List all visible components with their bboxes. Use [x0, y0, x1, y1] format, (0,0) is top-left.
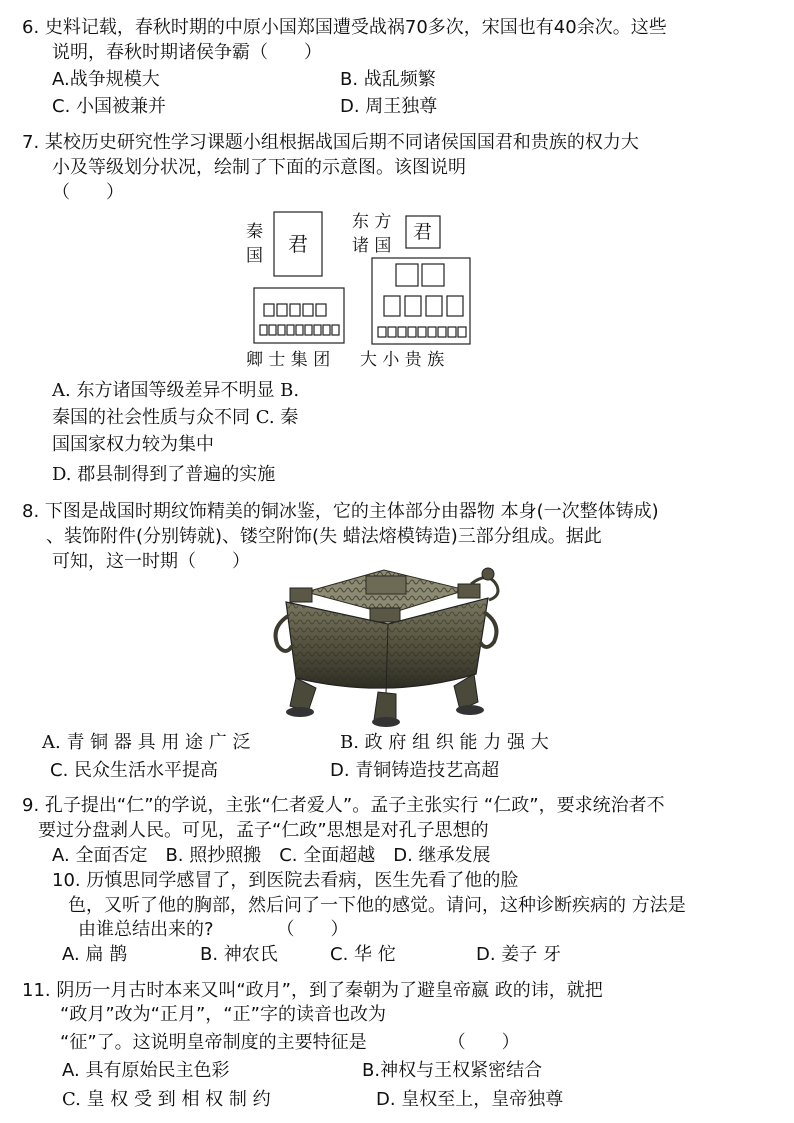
q10-stem-line2: 色，又听了他的胸部，然后问了一下他的感觉。请问，这种诊断疾病的 方法是 — [68, 895, 686, 916]
diagram-caption-nobility: 大 小 贵 族 — [360, 350, 445, 370]
q11-stem-line2: “政月”改为“正月”，“正”字的读音也改为 — [60, 1004, 386, 1025]
q8-option-a: A. 青 铜 器 具 用 途 广 泛 — [42, 732, 251, 753]
q6-stem-line2: 说明，春秋时期诸侯争霸（ ） — [52, 42, 322, 63]
q9-stem-line1: 9. 孔子提出“仁”的学说，主张“仁者爱人”。孟子主张实行 “仁政”，要求统治者不 — [22, 795, 665, 816]
q11-stem-line1: 11. 阴历一月古时本来又叫“政月”，到了秦朝为了避皇帝嬴 政的讳，就把 — [22, 980, 603, 1001]
q10-stem-line3: 由谁总结出来的? （ ） — [78, 919, 349, 940]
diagram-label-east-2: 诸 国 — [352, 236, 392, 256]
q6-option-b: B. 战乱频繁 — [340, 69, 436, 90]
q9-options: A. 全面否定 B. 照抄照搬 C. 全面超越 D. 继承发展 — [52, 845, 491, 866]
q7-option-d: D. 郡县制得到了普遍的实施 — [52, 464, 276, 485]
q10-option-b: B. 神农氏 — [200, 944, 278, 965]
diagram-label-qin-2: 国 — [246, 246, 263, 266]
q6-stem-line1: 6. 史料记载，春秋时期的中原小国郑国遭受战祸70多次，宋国也有40余次。这些 — [22, 17, 667, 38]
q10-option-c: C. 华 佗 — [330, 944, 396, 965]
q8-stem-line1: 8. 下图是战国时期纹饰精美的铜冰鉴，它的主体部分由器物 本身(一次整体铸成) — [22, 501, 659, 522]
q6-option-a: A.战争规模大 — [52, 69, 160, 90]
q8-option-d: D. 青铜铸造技艺高超 — [330, 760, 500, 781]
q7-stem-line2: 小及等级划分状况，绘制了下面的示意图。该图说明 — [52, 157, 466, 178]
q11-option-b: B.神权与王权紧密结合 — [362, 1060, 543, 1081]
q10-stem-line1: 10. 历慎思同学感冒了，到医院去看病，医生先看了他的脸 — [52, 870, 519, 891]
q7-stem-line1: 7. 某校历史研究性学习课题小组根据战国后期不同诸侯国国君和贵族的权力大 — [22, 132, 639, 153]
q8-stem-line3: 可知，这一时期（ ） — [52, 551, 250, 572]
diagram-label-ruler-qin: 君 — [288, 232, 308, 256]
east-nobility-cells — [378, 264, 466, 337]
q10-option-d: D. 姜子 牙 — [476, 944, 562, 965]
diagram-caption-ministers: 卿 士 集 团 — [246, 350, 331, 370]
diagram-label-ruler-east: 君 — [413, 221, 433, 243]
q7-option-a: A. 东方诸国等级差异不明显 B. — [52, 380, 300, 401]
q7-option-c: 国国家权力较为集中 — [52, 434, 214, 455]
power-structure-diagram — [244, 208, 474, 373]
q8-option-c: C. 民众生活水平提高 — [50, 760, 219, 781]
q6-option-d: D. 周王独尊 — [340, 96, 438, 117]
q11-option-a: A. 具有原始民主色彩 — [62, 1060, 230, 1081]
q8-stem-line2: 、装饰附件(分别铸就)、镂空附饰(失 蜡法熔模铸造)三部分组成。据此 — [46, 526, 602, 547]
diagram-boxes — [244, 208, 474, 373]
q11-stem-line3: “征”了。这说明皇帝制度的主要特征是 （ ） — [60, 1032, 520, 1053]
q8-option-b: B. 政 府 组 织 能 力 强 大 — [340, 732, 549, 753]
q7-option-b: 秦国的社会性质与众不同 C. 秦 — [52, 407, 299, 428]
q10-option-a: A. 扁 鹊 — [62, 944, 128, 965]
q11-option-c: C. 皇 权 受 到 相 权 制 约 — [62, 1089, 271, 1110]
q11-option-d: D. 皇权至上，皇帝独尊 — [376, 1089, 564, 1110]
q7-stem-line3: （ ） — [52, 182, 124, 203]
bronze-ice-vessel-photo — [266, 562, 504, 728]
diagram-label-east-1: 东 方 — [352, 212, 392, 232]
q6-option-c: C. 小国被兼并 — [52, 96, 167, 117]
qin-minister-cells — [260, 304, 339, 335]
q9-stem-line2: 要过分盘剥人民。可见，孟子“仁政”思想是对孔子思想的 — [38, 820, 489, 841]
diagram-label-qin-1: 秦 — [246, 222, 263, 242]
